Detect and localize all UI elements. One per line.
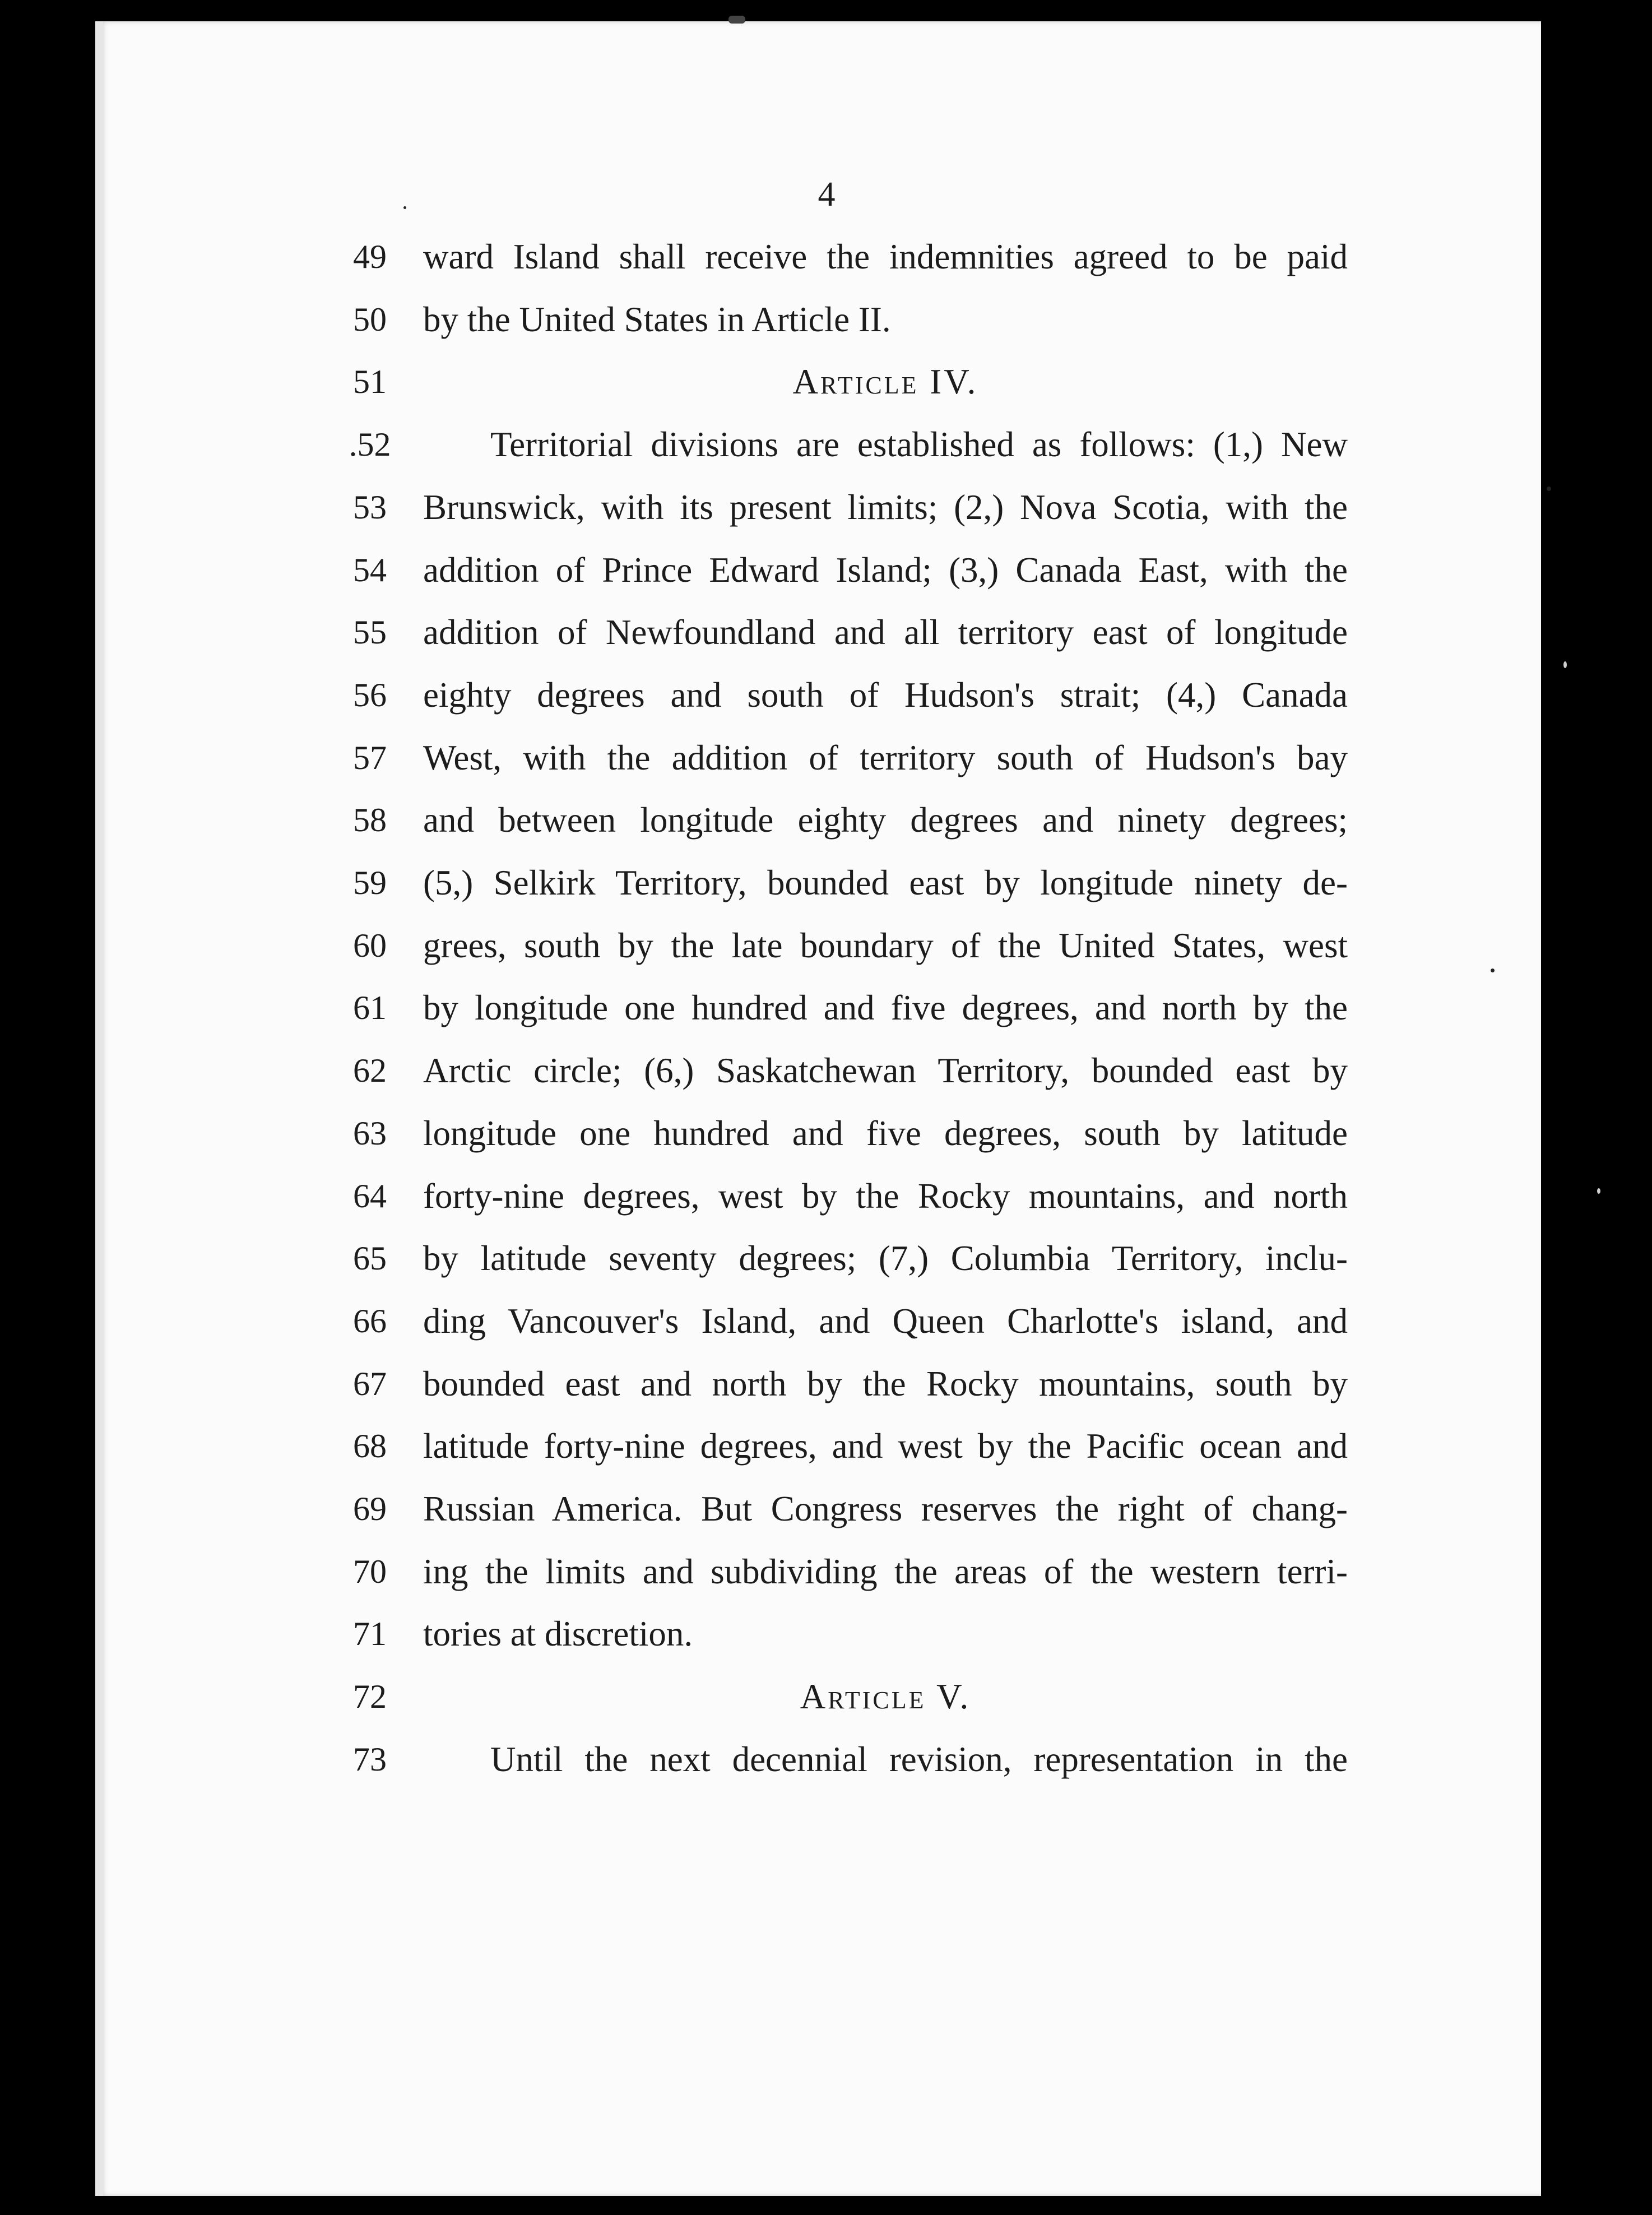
line-number: 69 [353,1490,387,1527]
line-text: Arctic circle; (6,) Saskatchewan Territory, bounded east by [423,1051,1348,1090]
line-text: addition of Newfoundland and all territory east of longitude [423,613,1348,652]
document-page [95,21,1541,2196]
line-number: 67 [353,1365,387,1402]
text-line [95,726,1541,789]
line-number: 62 [353,1052,387,1089]
line-text: Territorial divisions are established as follows: (1,) New [490,425,1348,464]
text-line [95,1665,1541,1728]
line-number: 68 [353,1428,387,1465]
text-line [95,225,1541,288]
line-text: by latitude seventy degrees; (7,) Columbia Territory, inclu- [423,1239,1348,1278]
text-line [95,1039,1541,1102]
text-line [95,1102,1541,1165]
line-text: ing the limits and subdividing the areas of the western terri- [423,1552,1348,1591]
line-number: 71 [353,1615,387,1652]
line-number: 58 [353,801,387,838]
text-line [95,914,1541,977]
text-line [95,789,1541,851]
line-number: 57 [353,739,387,776]
speck [1491,969,1495,972]
line-number: 66 [353,1303,387,1340]
text-line [95,413,1541,476]
article-heading: Article V. [800,1677,971,1716]
text-line [95,1352,1541,1415]
line-number: 65 [353,1240,387,1277]
speck [1597,1188,1600,1194]
text-line [95,288,1541,351]
line-number: 61 [353,989,387,1026]
line-number: 50 [353,301,387,338]
text-line [95,664,1541,726]
line-text: Until the next decennial revision, representation in the [490,1740,1348,1779]
line-text: longitude one hundred and five degrees, south by latitude [423,1114,1348,1153]
line-text: Russian America. But Congress reserves the right of chang- [423,1489,1348,1528]
speck [728,16,745,24]
line-text: addition of Prince Edward Island; (3,) Canada East, with the [423,550,1348,590]
line-text: ding Vancouver's Island, and Queen Charlotte's island, and [423,1301,1348,1341]
line-text: Brunswick, with its present limits; (2,) Nova Scotia, with the [423,488,1348,527]
line-number: 54 [353,552,387,588]
text-line [95,1602,1541,1665]
line-text: by the United States in Article II. [423,300,891,339]
speck [1563,661,1567,668]
line-number: 70 [353,1553,387,1590]
text-line [95,1165,1541,1227]
line-text: eighty degrees and south of Hudson's strait; (4,) Canada [423,675,1348,715]
text-line [95,350,1541,413]
page-number: 4 [818,175,836,214]
text-line [95,851,1541,914]
text-line [95,1415,1541,1477]
line-text: West, with the addition of territory south of Hudson's bay [423,738,1348,777]
line-number: 63 [353,1115,387,1152]
text-line [95,1728,1541,1791]
text-line [95,1540,1541,1603]
line-number: 72 [353,1678,387,1715]
speck [403,206,406,209]
text-line [95,476,1541,539]
line-text: bounded east and north by the Rocky mountains, south by [423,1364,1348,1403]
line-text: ward Island shall receive the indemnities agreed to be paid [423,237,1348,276]
line-number: 56 [353,676,387,713]
line-number: 49 [353,238,387,275]
line-text: grees, south by the late boundary of the United States, west [423,926,1348,965]
line-text: and between longitude eighty degrees and ninety degrees; [423,800,1348,840]
line-text: by longitude one hundred and five degrees, and north by the [423,988,1348,1027]
text-line [95,539,1541,601]
line-number: 73 [353,1741,387,1778]
line-number: 60 [353,927,387,964]
line-number: 51 [353,363,387,400]
line-text: latitude forty-nine degrees, and west by the Pacific ocean and [423,1426,1348,1466]
text-line [95,1227,1541,1290]
text-line [95,1477,1541,1540]
line-number: .52 [349,426,391,463]
line-text: tories at discretion. [423,1614,693,1653]
line-number: 59 [353,864,387,901]
text-line [95,601,1541,664]
line-number: 53 [353,489,387,526]
line-number: 55 [353,614,387,651]
text-line [95,1290,1541,1352]
text-line [95,976,1541,1039]
line-number: 64 [353,1178,387,1215]
line-text: (5,) Selkirk Territory, bounded east by longitude ninety de- [423,863,1348,902]
line-text: forty-nine degrees, west by the Rocky mountains, and north [423,1176,1348,1216]
article-heading: Article IV. [792,362,978,401]
speck [1547,486,1551,491]
